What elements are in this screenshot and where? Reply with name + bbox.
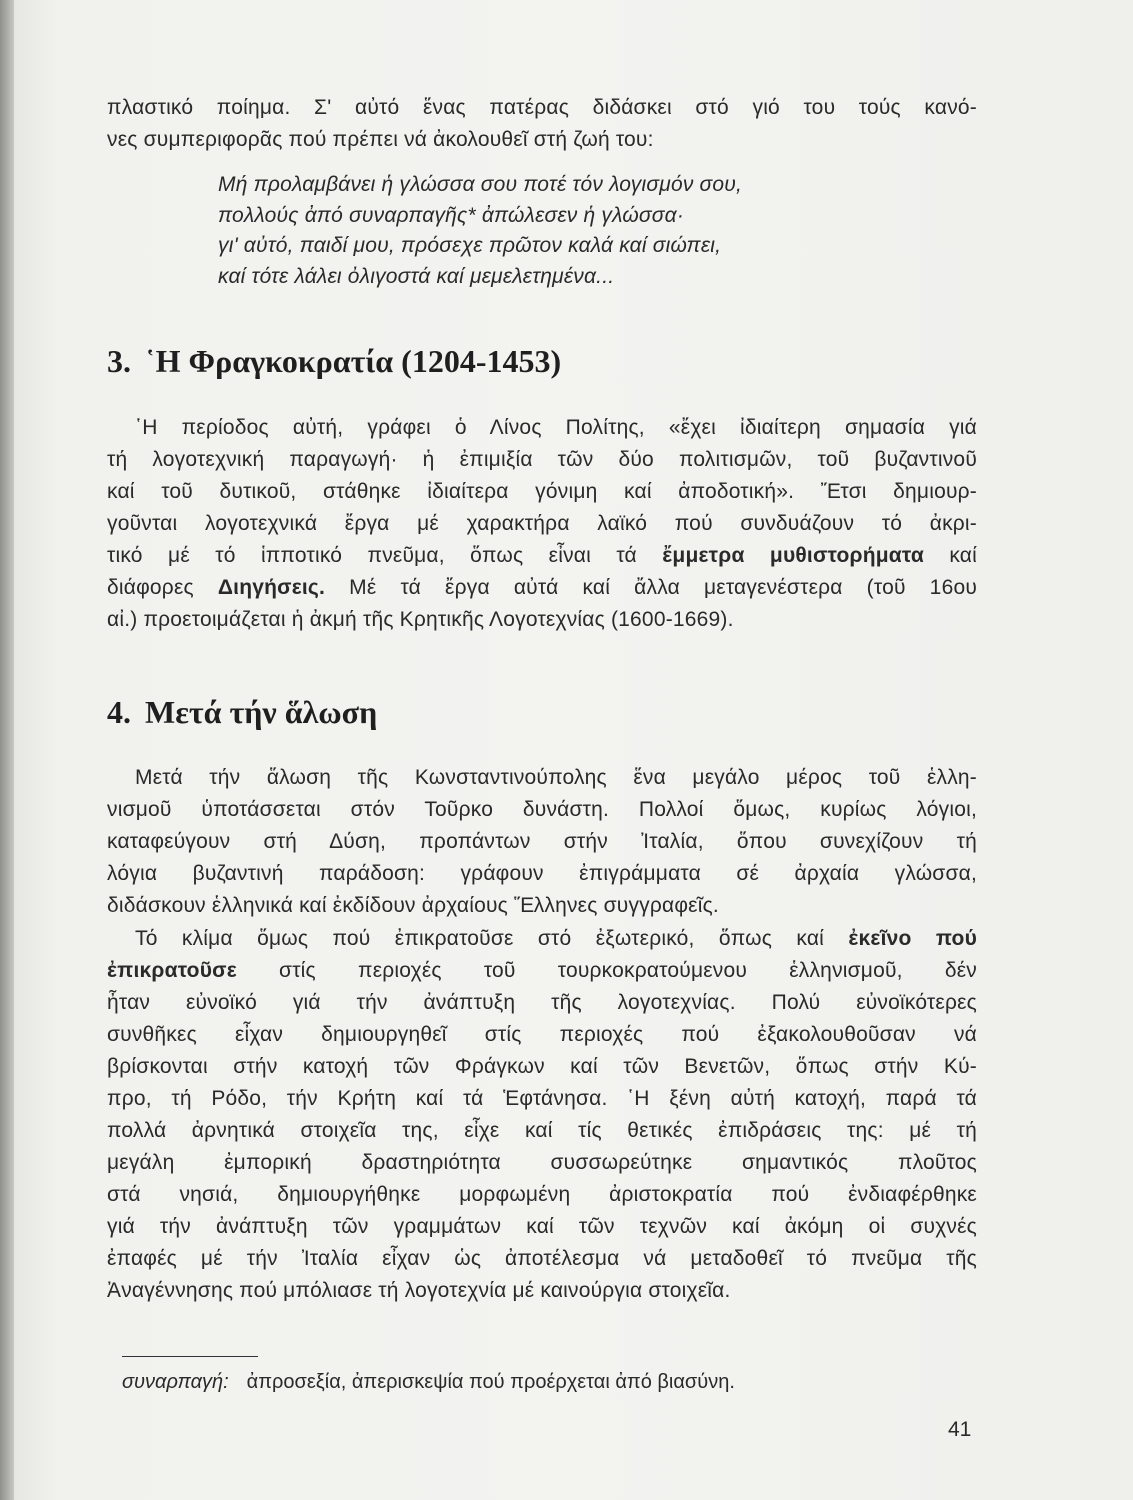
poem-quote <box>218 170 742 292</box>
book-spine-shadow <box>0 0 14 1500</box>
text-line: καταφεύγουν στή Δύση, προπάντων στήν Ἰταλία, ὅπου συνεχίζουν τή <box>107 830 977 853</box>
text-line <box>107 540 977 572</box>
footnote-term: συναρπαγή: <box>122 1371 229 1393</box>
text-line: πολλά ἀρνητικά στοιχεῖα της, εἶχε καί τίς θετικές ἐπιδράσεις της: μέ τή <box>107 1119 977 1142</box>
text-line: Ἀναγέννησης πού μπόλιασε τή λογοτεχνία μέ καινούργια στοιχεῖα. <box>107 1279 731 1302</box>
text-line <box>107 572 977 604</box>
section-3-title: ῾Η Φραγκοκρατία (1204-1453) <box>145 343 562 379</box>
text-segment: τικό μέ τό ἱπποτικό πνεῦμα, ὅπως εἶναι τά <box>107 544 663 567</box>
text-line: μεγάλη ἐμπορική δραστηριότητα συσσωρεύτηκε σημαντικός πλοῦτος <box>107 1151 977 1174</box>
footnote-rule <box>122 1356 258 1357</box>
text-line: στά νησιά, δημιουργήθηκε μορφωμένη ἀριστοκρατία πού ἐνδιαφέρθηκε <box>107 1183 977 1206</box>
section-4-paragraph-2 <box>107 923 977 1307</box>
text-line: ἦταν εὐνοϊκό γιά τήν ἀνάπτυξη τῆς λογοτεχνίας. Πολύ εὐνοϊκότερες <box>107 991 977 1014</box>
section-4-paragraph-1 <box>107 762 977 922</box>
text-line: νισμοῦ ὑποτάσσεται στόν Τοῦρκο δυνάστη. Πολλοί ὅμως, κυρίως λόγιοι, <box>107 798 977 821</box>
text-segment: καί <box>924 544 978 567</box>
text-line: γοῦνται λογοτεχνικά ἔργα μέ χαρακτήρα λαϊκό πού συνδυάζουν τό ἀκρι- <box>107 512 977 535</box>
footnote <box>122 1371 735 1394</box>
page-number: 41 <box>948 1418 972 1441</box>
text-line <box>107 955 977 987</box>
bold-term: ἐπικρατοῦσε <box>107 959 237 982</box>
poem-line: πολλούς ἀπό συναρπαγῆς* ἀπώλεσεν ἡ γλώσσα· <box>218 203 685 227</box>
text-line: αἰ.) προετοιμάζεται ἡ ἀκμή τῆς Κρητικῆς Λογοτεχνίας (1600-1669). <box>107 608 734 631</box>
text-line: Μετά τήν ἅλωση τῆς Κωνσταντινούπολης ἕνα μεγάλο μέρος τοῦ ἑλλη- <box>135 766 977 789</box>
text-segment: Τό κλίμα ὅμως πού ἐπικρατοῦσε στό ἐξωτερικό, ὅπως καί <box>135 927 849 950</box>
footnote-definition: ἀπροσεξία, ἀπερισκεψία πού προέρχεται ἀπό βιασύνη. <box>246 1371 735 1393</box>
text-line: πλαστικό ποίημα. Σ' αὐτό ἕνας πατέρας διδάσκει στό γιό του τούς κανό- <box>107 96 977 119</box>
text-line: καί τοῦ δυτικοῦ, στάθηκε ἰδιαίτερα γόνιμη καί ἀποδοτική». Ἔτσι δημιουρ- <box>107 480 977 503</box>
bold-term: ἔμμετρα μυθιστορήματα <box>662 544 925 567</box>
poem-line: Μή προλαμβάνει ἡ γλώσσα σου ποτέ τόν λογισμόν σου, <box>218 173 743 196</box>
book-page <box>14 0 1133 1500</box>
section-4-number: 4. <box>107 694 131 730</box>
section-3-paragraph <box>107 412 977 636</box>
section-3-heading <box>107 343 561 380</box>
text-line: λόγια βυζαντινή παράδοση: γράφουν ἐπιγράμματα σέ ἀρχαία γλώσσα, <box>107 862 977 885</box>
text-line: διδάσκουν ἑλληνικά καί ἐκδίδουν ἀρχαίους Ἕλληνες συγγραφεῖς. <box>107 894 719 917</box>
section-4-heading <box>107 694 377 731</box>
text-segment: στίς περιοχές τοῦ τουρκοκρατούμενου ἑλληνισμοῦ, δέν <box>236 959 977 982</box>
text-line: γιά τήν ἀνάπτυξη τῶν γραμμάτων καί τῶν τεχνῶν καί ἀκόμη οἱ συχνές <box>107 1215 977 1238</box>
section-3-number: 3. <box>107 343 131 379</box>
text-line: προ, τή Ρόδο, τήν Κρήτη καί τά Ἑφτάνησα. ῾Η ξένη αὐτή κατοχή, παρά τά <box>107 1087 977 1110</box>
text-line: τή λογοτεχνική παραγωγή· ἡ ἐπιμιξία τῶν δύο πολιτισμῶν, τοῦ βυζαντινοῦ <box>107 448 977 471</box>
text-line: ἐπαφές μέ τήν Ἰταλία εἶχαν ὡς ἀποτέλεσμα νά μεταδοθεῖ τό πνεῦμα τῆς <box>107 1247 977 1270</box>
text-line: νες συμπεριφορᾶς πού πρέπει νά ἀκολουθεῖ στή ζωή του: <box>107 128 654 151</box>
text-line: βρίσκονται στήν κατοχή τῶν Φράγκων καί τῶν Βενετῶν, ὅπως στήν Κύ- <box>107 1055 977 1078</box>
text-line: ῾Η περίοδος αὐτή, γράφει ὁ Λίνος Πολίτης, «ἔχει ἰδιαίτερη σημασία γιά <box>135 416 977 439</box>
poem-line: γι' αὐτό, παιδί μου, πρόσεχε πρῶτον καλά καί σιώπει, <box>218 234 722 257</box>
poem-line: καί τότε λάλει ὀλιγοστά καί μεμελετημένα... <box>218 264 615 288</box>
intro-paragraph <box>107 92 977 156</box>
text-line: συνθῆκες εἶχαν δημιουργηθεῖ στίς περιοχές πού ἐξακολουθοῦσαν νά <box>107 1023 977 1046</box>
text-line <box>107 923 977 955</box>
text-segment: Μέ τά ἔργα αὐτά καί ἄλλα μεταγενέστερα (τοῦ 16ου <box>325 576 978 599</box>
section-4-title: Μετά τήν ἅλωση <box>145 694 378 730</box>
bold-term: Διηγήσεις. <box>217 576 326 599</box>
bold-term: ἐκεῖνο πού <box>848 927 977 950</box>
text-segment: διάφορες <box>107 576 218 599</box>
